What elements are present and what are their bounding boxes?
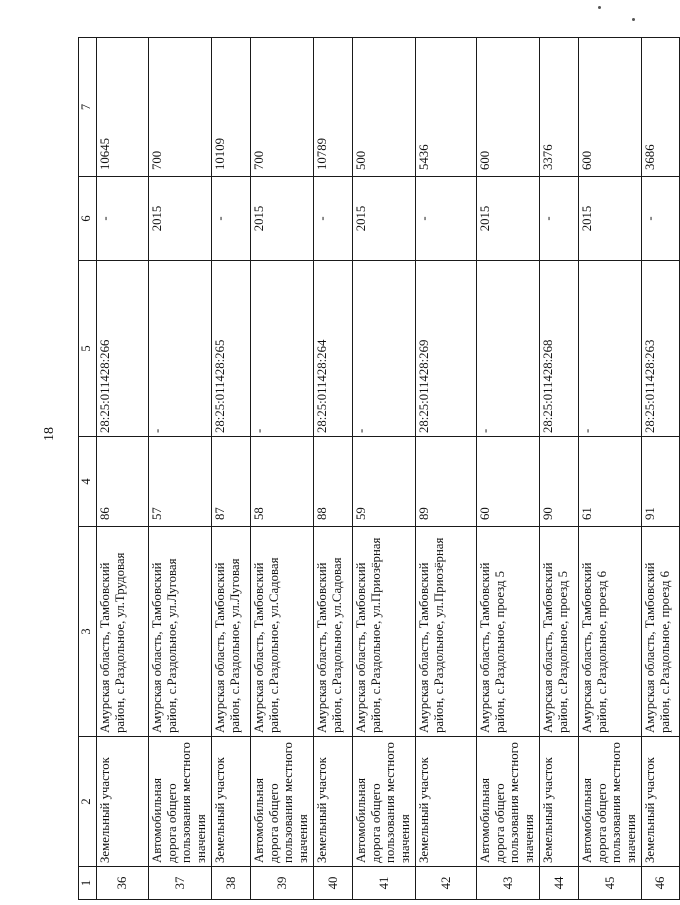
row-number-cell: 42 bbox=[416, 867, 477, 900]
object-address-cell: Амурская область, Тамбовский район, с.Раздольное, ул.Приозёрная bbox=[353, 527, 416, 737]
object-type-cell: Земельный участок bbox=[97, 737, 149, 867]
register-number-cell: 88 bbox=[314, 437, 353, 527]
register-number-cell: 86 bbox=[97, 437, 149, 527]
object-type-cell: Земельный участок bbox=[416, 737, 477, 867]
row-number-cell: 40 bbox=[314, 867, 353, 900]
page-number: 18 bbox=[42, 427, 57, 441]
value-cell: 3686 bbox=[642, 38, 680, 177]
object-address-cell: Амурская область, Тамбовский район, с.Раздольное, ул.Приозёрная bbox=[416, 527, 477, 737]
object-address-cell: Амурская область, Тамбовский район, с.Раздольное, ул.Трудовая bbox=[97, 527, 149, 737]
object-address-cell: Амурская область, Тамбовский район, с.Раздольное, ул.Садовая bbox=[251, 527, 314, 737]
table-row bbox=[97, 38, 149, 900]
value-cell: 500 bbox=[353, 38, 416, 177]
row-number-cell: 39 bbox=[251, 867, 314, 900]
col-header: 4 bbox=[79, 437, 97, 527]
year-cell: 2015 bbox=[149, 177, 212, 261]
table-row bbox=[579, 38, 642, 900]
table-row bbox=[642, 38, 680, 900]
table-row bbox=[212, 38, 251, 900]
table-row bbox=[477, 38, 540, 900]
object-address-cell: Амурская область, Тамбовский район, с.Раздольное, проезд 5 bbox=[477, 527, 540, 737]
table-row bbox=[314, 38, 353, 900]
year-cell: 2015 bbox=[353, 177, 416, 261]
register-number-cell: 91 bbox=[642, 437, 680, 527]
row-number-cell: 46 bbox=[642, 867, 680, 900]
year-cell: - bbox=[642, 177, 680, 261]
year-cell: - bbox=[97, 177, 149, 261]
table-row bbox=[149, 38, 212, 900]
cadastral-number-cell: 28:25:011428:264 bbox=[314, 261, 353, 437]
col-header: 2 bbox=[79, 737, 97, 867]
row-number-cell: 44 bbox=[540, 867, 579, 900]
register-number-cell: 58 bbox=[251, 437, 314, 527]
col-header: 6 bbox=[79, 177, 97, 261]
row-number-cell: 36 bbox=[97, 867, 149, 900]
object-address-cell: Амурская область, Тамбовский район, с.Раздольное, ул.Луговая bbox=[149, 527, 212, 737]
row-number-cell: 37 bbox=[149, 867, 212, 900]
year-cell: - bbox=[416, 177, 477, 261]
object-address-cell: Амурская область, Тамбовский район, с.Раздольное, проезд 6 bbox=[642, 527, 680, 737]
property-table bbox=[78, 37, 680, 900]
value-cell: 10789 bbox=[314, 38, 353, 177]
object-type-cell: Земельный участок bbox=[540, 737, 579, 867]
table-row bbox=[251, 38, 314, 900]
cadastral-number-cell: - bbox=[477, 261, 540, 437]
value-cell: 600 bbox=[477, 38, 540, 177]
cadastral-number-cell: 28:25:011428:266 bbox=[97, 261, 149, 437]
register-number-cell: 87 bbox=[212, 437, 251, 527]
cadastral-number-cell: - bbox=[251, 261, 314, 437]
object-type-cell: Автомобильная дорога общего пользования местного значения bbox=[149, 737, 212, 867]
value-cell: 3376 bbox=[540, 38, 579, 177]
cadastral-number-cell: - bbox=[579, 261, 642, 437]
object-type-cell: Земельный участок bbox=[642, 737, 680, 867]
cadastral-number-cell: 28:25:011428:268 bbox=[540, 261, 579, 437]
register-number-cell: 57 bbox=[149, 437, 212, 527]
table-row bbox=[416, 38, 477, 900]
object-address-cell: Амурская область, Тамбовский район, с.Раздольное, проезд 6 bbox=[579, 527, 642, 737]
row-number-cell: 43 bbox=[477, 867, 540, 900]
cadastral-number-cell: - bbox=[149, 261, 212, 437]
value-cell: 10645 bbox=[97, 38, 149, 177]
year-cell: - bbox=[314, 177, 353, 261]
object-type-cell: Автомобильная дорога общего пользования местного значения bbox=[251, 737, 314, 867]
object-type-cell: Автомобильная дорога общего пользования местного значения bbox=[477, 737, 540, 867]
scan-speck bbox=[632, 18, 635, 21]
object-address-cell: Амурская область, Тамбовский район, с.Раздольное, ул.Луговая bbox=[212, 527, 251, 737]
cadastral-number-cell: 28:25:011428:265 bbox=[212, 261, 251, 437]
table-header-row bbox=[79, 38, 97, 900]
object-type-cell: Земельный участок bbox=[212, 737, 251, 867]
row-number-cell: 38 bbox=[212, 867, 251, 900]
register-number-cell: 59 bbox=[353, 437, 416, 527]
object-address-cell: Амурская область, Тамбовский район, с.Раздольное, ул.Садовая bbox=[314, 527, 353, 737]
year-cell: 2015 bbox=[579, 177, 642, 261]
year-cell: - bbox=[212, 177, 251, 261]
object-type-cell: Земельный участок bbox=[314, 737, 353, 867]
cadastral-number-cell: 28:25:011428:269 bbox=[416, 261, 477, 437]
value-cell: 700 bbox=[149, 38, 212, 177]
value-cell: 700 bbox=[251, 38, 314, 177]
year-cell: - bbox=[540, 177, 579, 261]
register-number-cell: 89 bbox=[416, 437, 477, 527]
value-cell: 600 bbox=[579, 38, 642, 177]
row-number-cell: 45 bbox=[579, 867, 642, 900]
scan-speck bbox=[598, 6, 601, 9]
year-cell: 2015 bbox=[251, 177, 314, 261]
value-cell: 5436 bbox=[416, 38, 477, 177]
cadastral-number-cell: 28:25:011428:263 bbox=[642, 261, 680, 437]
object-type-cell: Автомобильная дорога общего пользования местного значения bbox=[353, 737, 416, 867]
register-number-cell: 60 bbox=[477, 437, 540, 527]
table-row bbox=[353, 38, 416, 900]
col-header: 3 bbox=[79, 527, 97, 737]
table-row bbox=[540, 38, 579, 900]
year-cell: 2015 bbox=[477, 177, 540, 261]
row-number-cell: 41 bbox=[353, 867, 416, 900]
col-header: 1 bbox=[79, 867, 97, 900]
register-number-cell: 90 bbox=[540, 437, 579, 527]
register-number-cell: 61 bbox=[579, 437, 642, 527]
col-header: 5 bbox=[79, 261, 97, 437]
object-address-cell: Амурская область, Тамбовский район, с.Раздольное, проезд 5 bbox=[540, 527, 579, 737]
col-header: 7 bbox=[79, 38, 97, 177]
cadastral-number-cell: - bbox=[353, 261, 416, 437]
object-type-cell: Автомобильная дорога общего пользования местного значения bbox=[579, 737, 642, 867]
value-cell: 10109 bbox=[212, 38, 251, 177]
